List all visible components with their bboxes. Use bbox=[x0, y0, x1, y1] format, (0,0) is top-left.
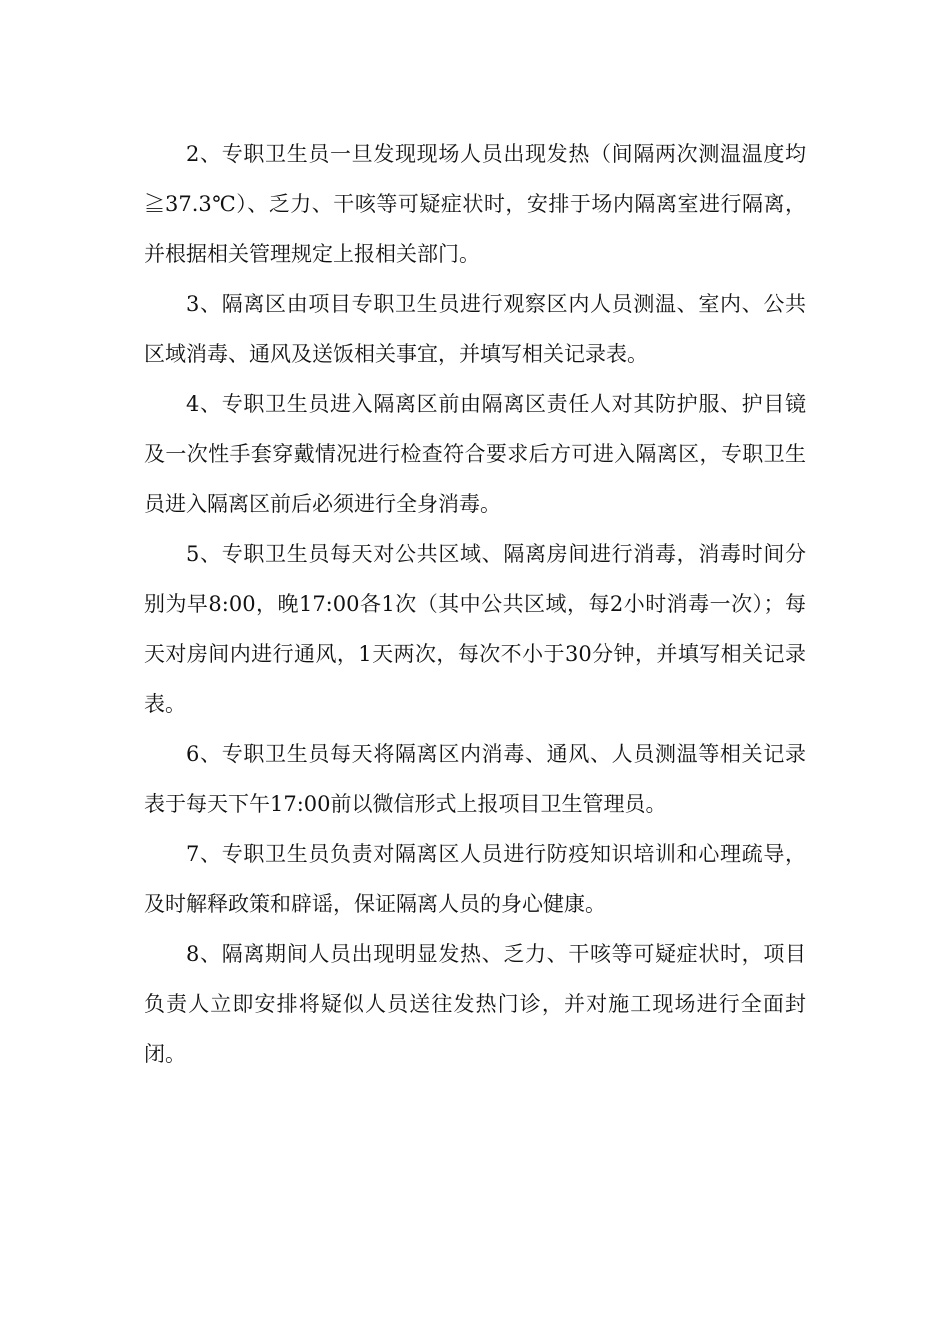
paragraph-item-6: 6、专职卫生员每天将隔离区内消毒、通风、人员测温等相关记录表于每天下午17:00前以微信形式上报项目卫生管理员。 bbox=[144, 742, 806, 816]
paragraph-item-3: 3、隔离区由项目专职卫生员进行观察区内人员测温、室内、公共区域消毒、通风及送饭相关事宜，并填写相关记录表。 bbox=[144, 292, 806, 366]
paragraph-item-5: 5、专职卫生员每天对公共区域、隔离房间进行消毒，消毒时间分别为早8:00，晚17:00各1次（其中公共区域，每2小时消毒一次）；每天对房间内进行通风，1天两次，每次不小于30分钟，并填写相关记录表。 bbox=[144, 542, 806, 716]
document-body bbox=[144, 129, 806, 1079]
paragraph-item-4: 4、专职卫生员进入隔离区前由隔离区责任人对其防护服、护目镜及一次性手套穿戴情况进行检查符合要求后方可进入隔离区，专职卫生员进入隔离区前后必须进行全身消毒。 bbox=[144, 392, 806, 516]
paragraph-item-2: 2、专职卫生员一旦发现现场人员出现发热（间隔两次测温温度均≧37.3℃）、乏力、干咳等可疑症状时，安排于场内隔离室进行隔离，并根据相关管理规定上报相关部门。 bbox=[144, 142, 806, 266]
paragraph-item-8: 8、隔离期间人员出现明显发热、乏力、干咳等可疑症状时，项目负责人立即安排将疑似人员送往发热门诊，并对施工现场进行全面封闭。 bbox=[144, 942, 806, 1066]
paragraph-item-7: 7、专职卫生员负责对隔离区人员进行防疫知识培训和心理疏导，及时解释政策和辟谣，保证隔离人员的身心健康。 bbox=[144, 842, 806, 916]
